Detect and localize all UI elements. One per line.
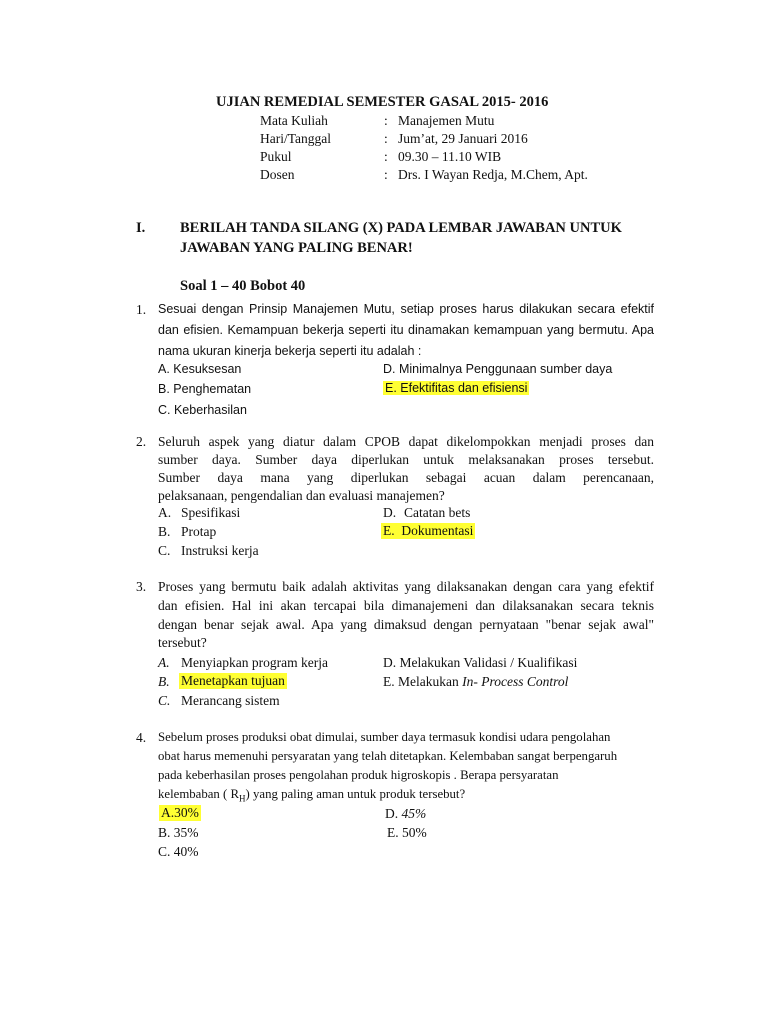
question-text-line: dan efisien. Hal ini akan tercapai bila dimanajemeni dan dilaksanakan secara teknis	[158, 598, 654, 613]
option-c: C. Keberhasilan	[158, 403, 247, 417]
option-b: B. Penghematan	[158, 382, 252, 396]
option-e: E. 50%	[387, 825, 427, 840]
question-number: 4.	[136, 730, 147, 745]
question-number: 1.	[136, 302, 147, 317]
option-b-letter: B.	[158, 524, 171, 539]
info-value: Manajemen Mutu	[398, 113, 495, 128]
option-e-highlighted	[381, 523, 475, 539]
option-c: Merancang sistem	[181, 693, 280, 708]
question-text-line: pada keberhasilan proses pengolahan produk higroskopis . Berapa persyaratan	[158, 768, 559, 782]
question-text-line: dan efisien. Kemampuan bekerja seperti itu dinamakan kemampuan yang bermutu. Apa	[158, 323, 654, 337]
option-e: Dokumentasi	[401, 523, 474, 538]
question-text-line: tersebut?	[158, 635, 207, 650]
option-d: Catatan bets	[404, 505, 471, 520]
option-c-letter: C.	[158, 693, 171, 708]
question-text-line: pelaksanaan, pengendalian dan evaluasi manajemen?	[158, 488, 445, 503]
info-value: Jum’at, 29 Januari 2016	[398, 131, 528, 146]
option-e-letter: E.	[383, 523, 395, 538]
question-text-line: sumber daya. Sumber daya diperlukan untuk melaksanakan proses tersebut.	[158, 452, 654, 467]
question-text-line: Sebelum proses produksi obat dimulai, sumber daya termasuk kondisi udara pengolahan	[158, 730, 611, 744]
question-text-line: dengan benar sejak awal. Apa yang dimaksud dengan pernyataan "benar sejak awal"	[158, 617, 654, 632]
option-e-italic: In- Process Control	[462, 674, 569, 689]
info-label: Pukul	[260, 149, 292, 164]
question-text-line	[158, 787, 465, 804]
option-d-letter: D.	[385, 806, 399, 821]
option-b: Protap	[181, 524, 217, 539]
option-d: D. Minimalnya Penggunaan sumber daya	[383, 362, 613, 376]
option-d	[385, 806, 426, 822]
option-d: D. Melakukan Validasi / Kualifikasi	[383, 655, 578, 670]
line-suffix: ) yang paling aman untuk produk tersebut?	[245, 787, 466, 801]
option-a: Spesifikasi	[181, 505, 241, 520]
instruction-line: BERILAH TANDA SILANG (X) PADA LEMBAR JAWABAN UNTUK	[180, 220, 622, 236]
info-colon: :	[384, 113, 388, 128]
question-text-line: obat harus memenuhi persyaratan yang telah ditetapkan. Kelembaban sangat berpengaruh	[158, 749, 618, 763]
info-colon: :	[384, 167, 388, 182]
info-value: 09.30 – 11.10 WIB	[398, 149, 502, 164]
info-label: Mata Kuliah	[260, 113, 328, 128]
question-text-line: Sumber daya mana yang diperlukan sebagai acuan dalam perencanaan,	[158, 470, 654, 485]
question-number: 2.	[136, 434, 147, 449]
section-subheading: Soal 1 – 40 Bobot 40	[180, 278, 306, 294]
info-value: Drs. I Wayan Redja, M.Chem, Apt.	[398, 167, 588, 182]
option-c-letter: C.	[158, 543, 171, 558]
line-prefix: kelembaban ( R	[158, 787, 240, 801]
option-c: C. 40%	[158, 844, 199, 859]
option-a-letter: A.	[158, 655, 170, 670]
option-a: A. Kesuksesan	[158, 362, 242, 376]
option-a-highlighted: A.30%	[161, 805, 199, 820]
option-e-highlighted: E. Efektifitas dan efisiensi	[385, 381, 528, 395]
option-e	[383, 674, 568, 690]
option-d-value: 45%	[401, 806, 427, 821]
option-b: B. 35%	[158, 825, 199, 840]
question-text-line: Seluruh aspek yang diatur dalam CPOB dapat dikelompokkan menjadi proses dan	[158, 434, 654, 449]
option-a: Menyiapkan program kerja	[181, 655, 328, 670]
option-b-highlighted: Menetapkan tujuan	[181, 673, 285, 688]
info-colon: :	[384, 131, 388, 146]
option-d-letter: D.	[383, 505, 397, 520]
section-number: I.	[136, 220, 146, 236]
option-b-letter: B.	[158, 674, 170, 689]
subscript: H	[239, 793, 246, 804]
question-text-line: Sesuai dengan Prinsip Manajemen Mutu, setiap proses harus dilakukan secara efektif	[158, 302, 654, 316]
option-a-letter: A.	[158, 505, 172, 520]
question-text-line: Proses yang bermutu baik adalah aktivitas yang dilaksanakan dengan cara yang efektif	[158, 579, 654, 594]
question-text-line: nama ukuran kinerja bekerja seperti itu adalah :	[158, 344, 422, 358]
option-e-prefix: E. Melakukan	[383, 674, 459, 689]
info-label: Hari/Tanggal	[260, 131, 332, 146]
exam-title: UJIAN REMEDIAL SEMESTER GASAL 2015- 2016	[216, 94, 549, 110]
info-colon: :	[384, 149, 388, 164]
info-label: Dosen	[260, 167, 295, 182]
option-c: Instruksi kerja	[181, 543, 259, 558]
instruction-line: JAWABAN YANG PALING BENAR!	[180, 240, 413, 256]
question-number: 3.	[136, 579, 147, 594]
